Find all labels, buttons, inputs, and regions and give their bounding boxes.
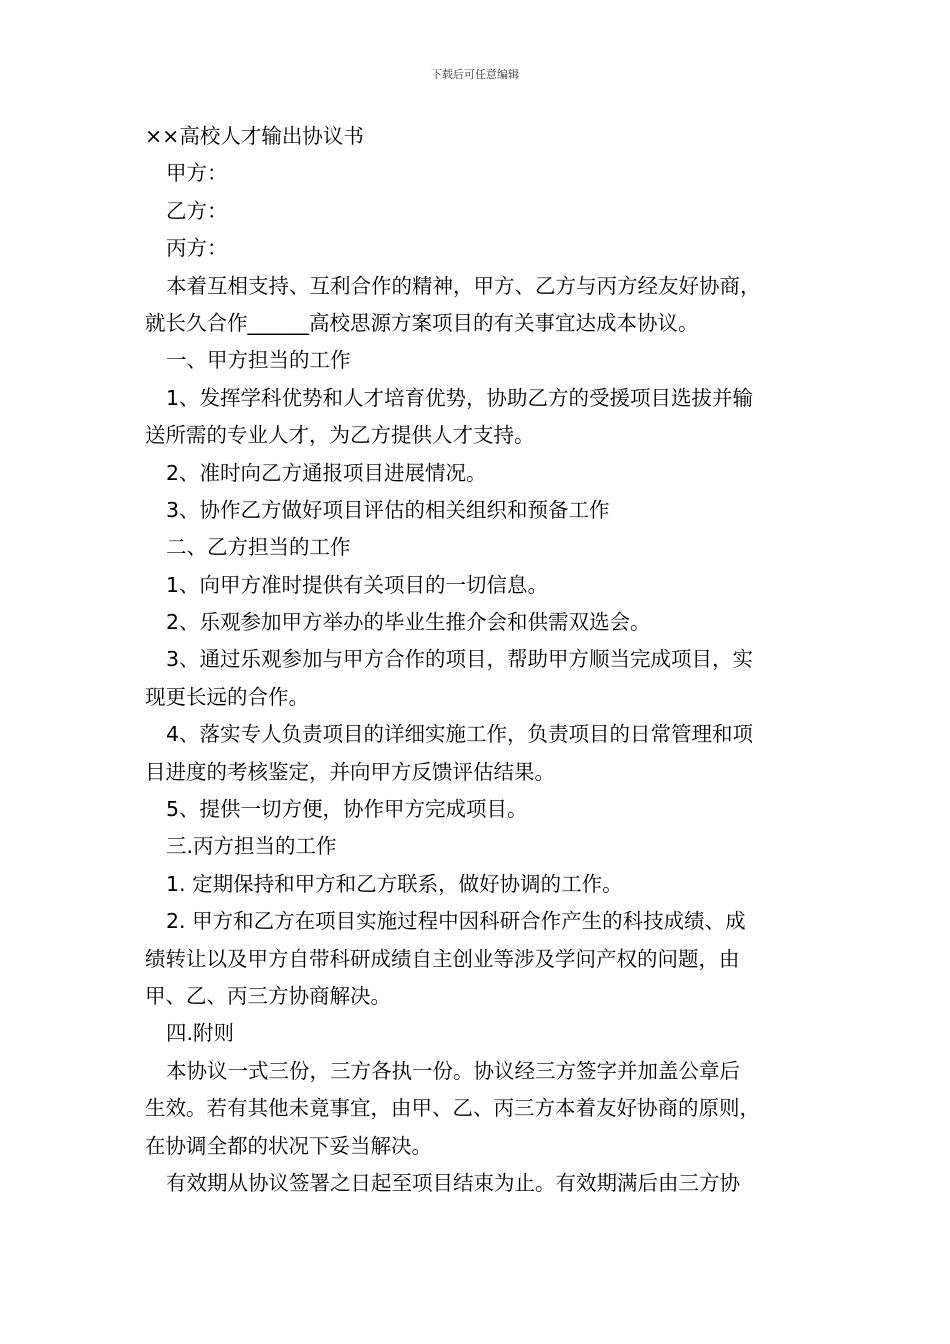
paragraph-line: 三.丙方担当的工作 — [166, 834, 337, 859]
paragraph-line: 甲方： — [166, 161, 228, 186]
paragraph-line: 丙方： — [166, 236, 228, 261]
paragraph-line: 本着互相支持、互利合作的精神，甲方、乙方与丙方经友好协商， — [166, 273, 761, 298]
paragraph-line: 在协调全都的状况下妥当解决。 — [145, 1133, 432, 1158]
paragraph-line: 甲、乙、丙三方协商解决。 — [145, 983, 391, 1008]
paragraph-line: 3、协作乙方做好项目评估的相关组织和预备工作 — [166, 497, 610, 522]
paragraph-line: 四.附则 — [166, 1021, 235, 1046]
paragraph-line: 目进度的考核鉴定，并向甲方反馈评估结果。 — [145, 759, 555, 784]
paragraph-line: 送所需的专业人才，为乙方提供人才支持。 — [145, 423, 535, 448]
paragraph-line: 2. 甲方和乙方在项目实施过程中因科研合作产生的科技成绩、成 — [166, 909, 746, 934]
paragraph-line: 就长久合作______高校思源方案项目的有关事宜达成本协议。 — [145, 310, 699, 335]
paragraph-line: 有效期从协议签署之日起至项目结束为止。有效期满后由三方协 — [166, 1170, 740, 1195]
paragraph-line: 3、通过乐观参加与甲方合作的项目，帮助甲方顺当完成项目，实 — [166, 647, 754, 672]
paragraph-line: 一、甲方担当的工作 — [166, 348, 351, 373]
paragraph-line: 1、向甲方准时提供有关项目的一切信息。 — [166, 572, 549, 597]
document-title: ××高校人才输出协议书 — [145, 124, 364, 148]
paragraph-line: 2、乐观参加甲方举办的毕业生推介会和供需双选会。 — [166, 610, 651, 635]
paragraph-line: 2、准时向乙方通报项目进展情况。 — [166, 460, 487, 485]
paragraph-line: 乙方： — [166, 198, 228, 223]
paragraph-line: 绩转让以及甲方自带科研成绩自主创业等涉及学问产权的问题，由 — [145, 946, 740, 971]
paragraph-line: 二、乙方担当的工作 — [166, 535, 351, 560]
document-body — [145, 118, 835, 1202]
paragraph-line: 5、提供一切方便，协作甲方完成项目。 — [166, 797, 528, 822]
paragraph-line: 1. 定期保持和甲方和乙方联系，做好协调的工作。 — [166, 871, 623, 896]
paragraph-line: 1、发挥学科优势和人才培育优势，协助乙方的受援项目选拔并输 — [166, 385, 754, 410]
paragraph-line: 现更长远的合作。 — [145, 684, 309, 709]
paragraph-line: 本协议一式三份，三方各执一份。协议经三方签字并加盖公章后 — [166, 1058, 740, 1083]
paragraph-line: 4、落实专人负责项目的详细实施工作，负责项目的日常管理和项 — [166, 722, 754, 747]
paragraph-line: 生效。若有其他未竟事宜，由甲、乙、丙三方本着友好协商的原则， — [145, 1096, 760, 1121]
page-header: 下载后可任意编辑 — [431, 68, 519, 81]
